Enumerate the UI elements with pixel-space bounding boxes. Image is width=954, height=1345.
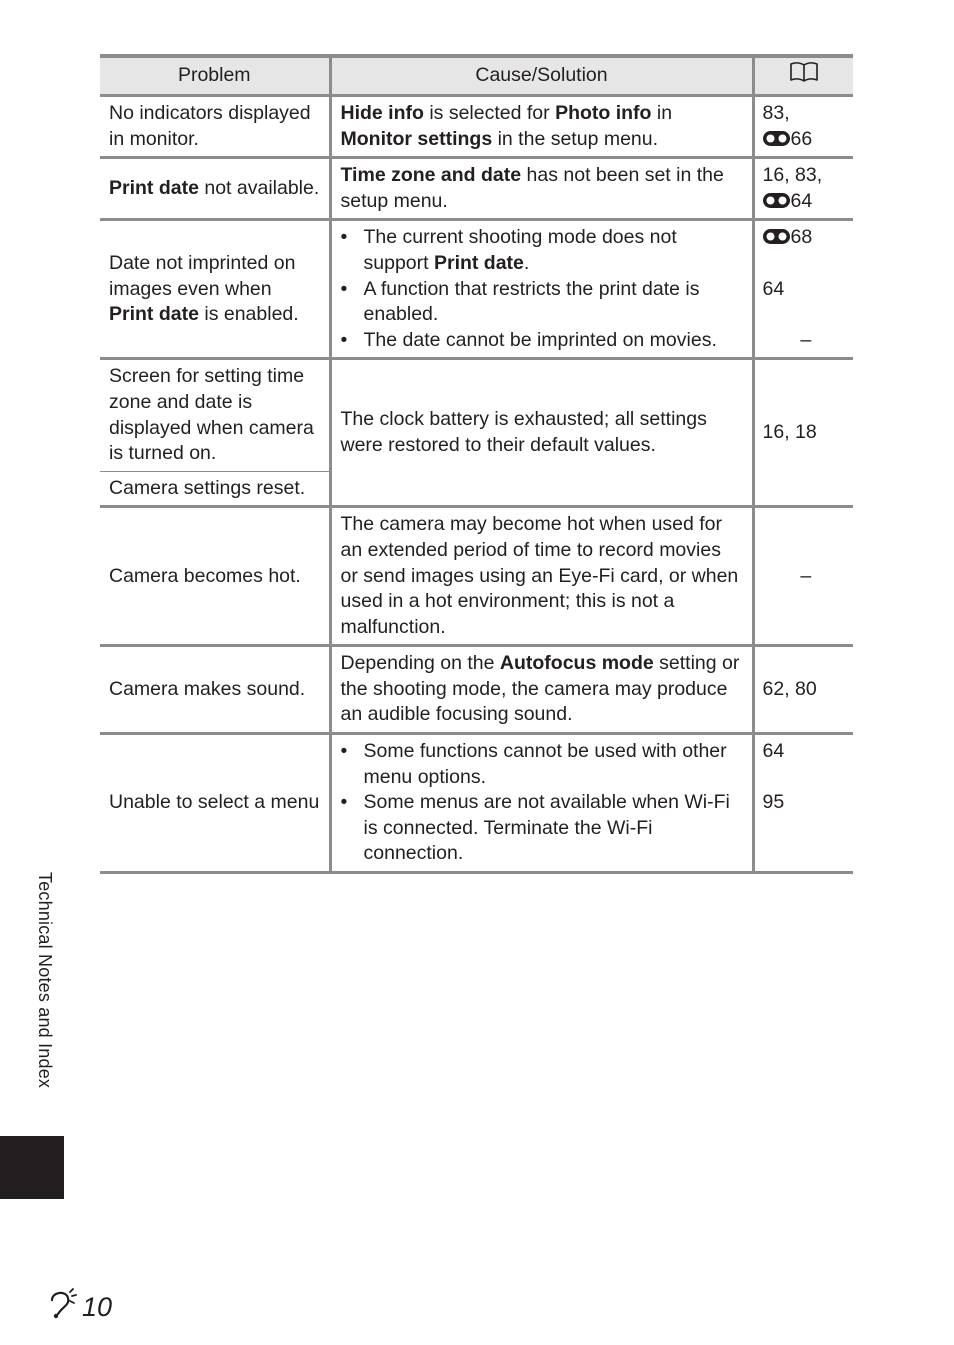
cause-cell: The camera may become hot when used for an extended period of time to record movies or send images using an Eye-Fi card, or when used in a hot environment; this is not a malfunction. [330,507,753,646]
reference-cell: 64 95 [753,734,853,873]
troubleshooting-table [100,54,853,874]
cause-cell [330,734,753,873]
page-number [46,1290,112,1324]
table-row [100,96,853,158]
table-row [100,507,853,646]
cause-cell: Depending on the Autofocus mode setting or the shooting mode, the camera may produce an audible focusing sound. [330,646,753,734]
bullet-list [341,739,744,867]
header-row [100,56,853,96]
side-tab-label: Technical Notes and Index [35,872,55,1089]
e-reference-icon [763,131,790,146]
reference-cell: 16, 18 [753,359,853,507]
table-row [100,158,853,220]
problem-cell: No indicators displayed in monitor. [100,96,330,158]
bullet-list [341,225,744,353]
problem-cell: Camera makes sound. [100,646,330,734]
cause-cell [330,220,753,359]
table-row [100,359,853,471]
list-item: • A function that restricts the print date is enabled. [341,277,744,328]
reference-cell: 16, 83, 64 [753,158,853,220]
list-item: • Some functions cannot be used with other menu options. [341,739,744,790]
reference-cell: 68 64 – [753,220,853,359]
table-row [100,646,853,734]
list-item: • The current shooting mode does not support Print date. [341,225,744,276]
problem-cell: Unable to select a menu [100,734,330,873]
header-cause-solution: Cause/Solution [330,56,753,96]
problem-cell: Camera settings reset. [100,471,330,507]
table-row [100,220,853,359]
cause-cell: The clock battery is exhausted; all settings were restored to their default values. [330,359,753,507]
book-icon [789,61,819,91]
side-tab-marker [0,1136,64,1199]
problem-cell: Screen for setting time zone and date is displayed when camera is turned on. [100,359,330,471]
header-reference [753,56,853,96]
reference-cell: 83, 66 [753,96,853,158]
list-item: • Some menus are not available when Wi-Fi is connected. Terminate the Wi-Fi connection. [341,790,744,867]
problem-cell: Date not imprinted on images even when Print date is enabled. [100,220,330,359]
e-reference-icon [763,229,790,244]
list-item: • The date cannot be imprinted on movies. [341,328,744,354]
problem-cell: Print date not available. [100,158,330,220]
technical-notes-icon [46,1288,80,1327]
e-reference-icon [763,193,790,208]
reference-cell: – [753,507,853,646]
page-number-text: 10 [82,1291,113,1322]
reference-cell: 62, 80 [753,646,853,734]
cause-cell: Hide info is selected for Photo info in Monitor settings in the setup menu. [330,96,753,158]
problem-cell: Camera becomes hot. [100,507,330,646]
cause-cell: Time zone and date has not been set in the setup menu. [330,158,753,220]
table-row [100,734,853,873]
header-problem: Problem [100,56,330,96]
